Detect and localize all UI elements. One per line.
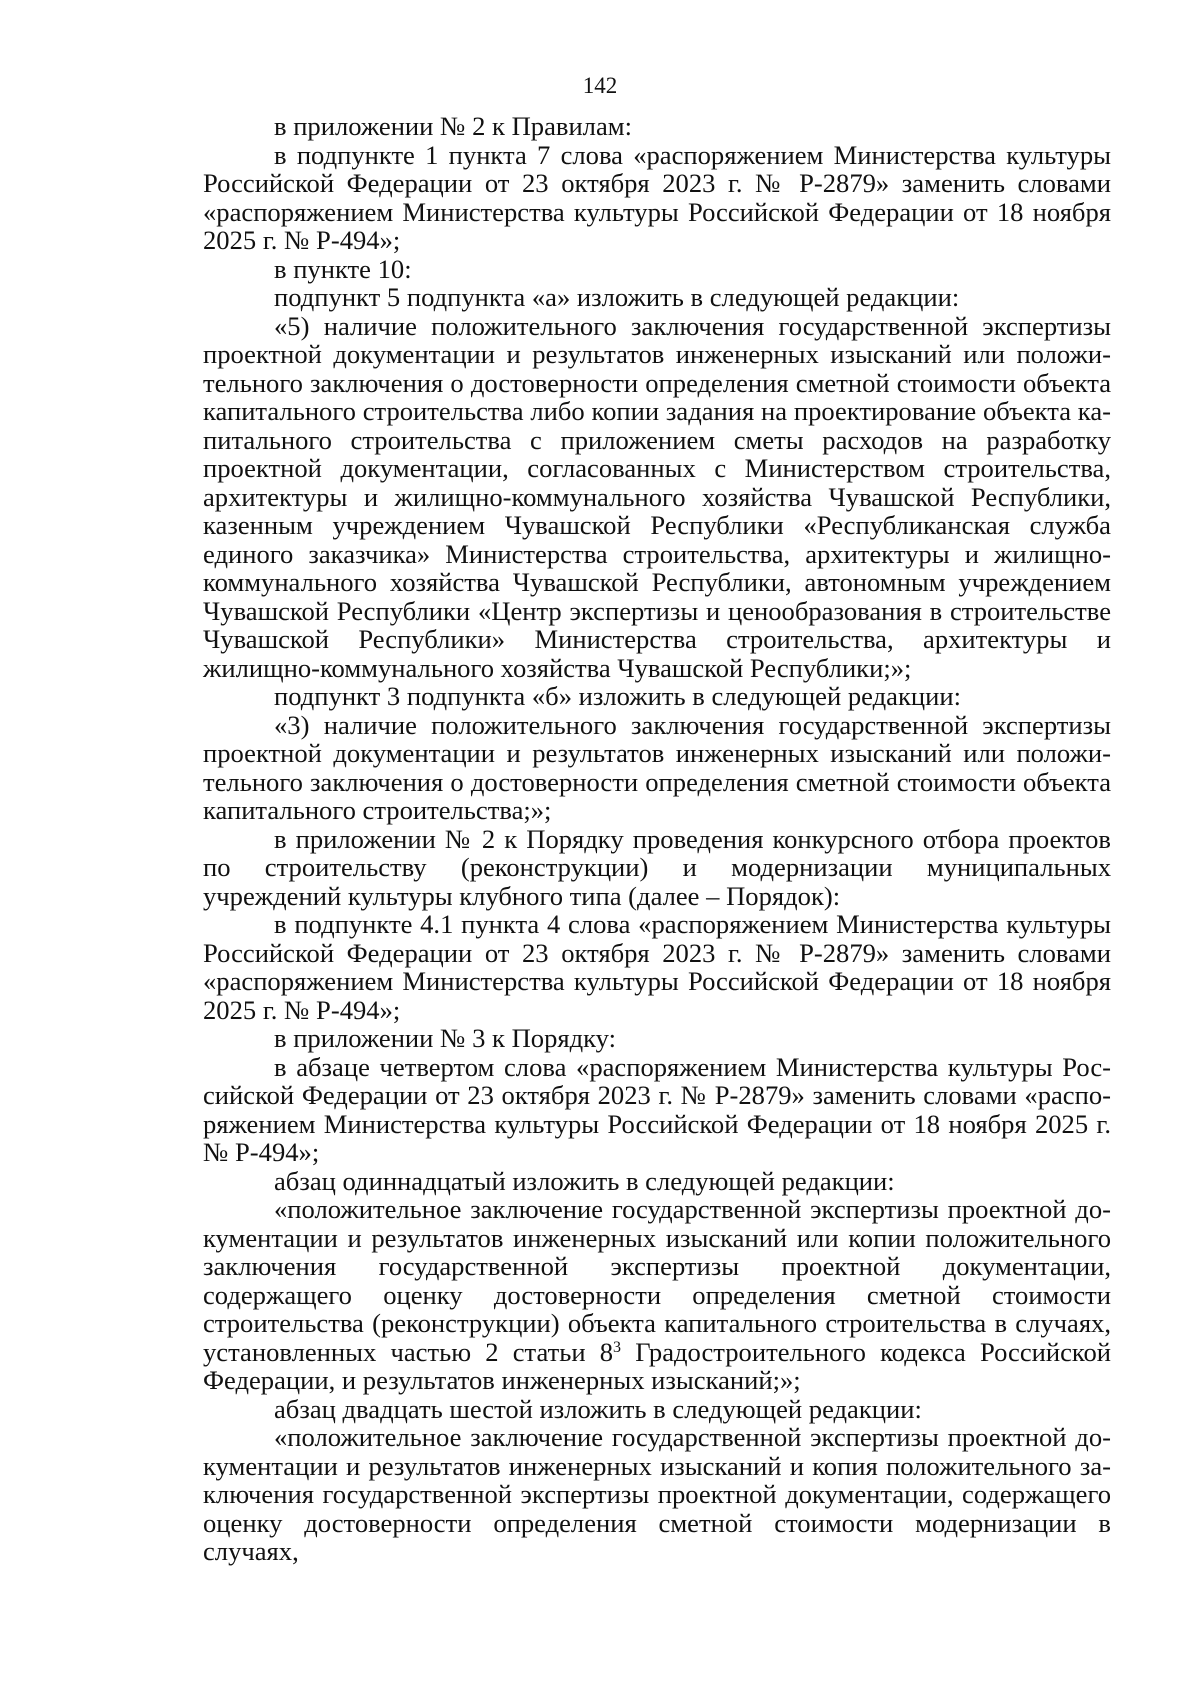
- paragraph: абзац двадцать шестой изложить в следующей редакции:: [274, 1393, 922, 1424]
- paragraph: «5) наличие положительного заключения государственной экспертизы проектной документации и результатов инженерных изысканий или положительного заключения о достоверности определения сметной стоимости объекта капитального строительства либо копии задания на проектирование объекта капитального строительства с приложением сметы расходов на разработку проектной документации, согласованных с Министерством строительства, архитектуры и жилищно-коммунального хозяйства Чувашской Республики, казенным учреждением Чувашской Республики «Республиканская служба единого заказчика» Министерства строительства, архитектуры и жилищно-коммунального хозяйства Чувашской Республики, автономным учреждением Чувашской Республики «Центр экспертизы и ценообразования в строительстве Чувашской Республики» Министерства строительства, архитектуры и жилищно-коммунального хозяйства Чувашской Республики;»;: [203, 310, 1111, 683]
- page-number: 142: [582, 73, 618, 98]
- paragraph-text-part: «положительное заключение государственной экспертизы проектной документации и результатов инженерных изысканий или копии положительного заключения государственной экспертизы проектной документации, содержащего оценку достоверности определения сметной стоимости строительства (реконструкции) объекта капитального строительства в случаях, установленных частью 2 статьи 8: [203, 1194, 1111, 1367]
- paragraph: «положительное заключение государственной экспертизы проектной документации и результатов инженерных изысканий и копия положительного заключения государственной экспертизы проектной документации, содержащего оценку достоверности определения сметной стоимости модернизации в случаях,: [203, 1422, 1111, 1566]
- paragraph-with-superscript: [203, 1195, 1111, 1395]
- paragraph: «3) наличие положительного заключения государственной экспертизы проектной документации и результатов инженерных изысканий или положительного заключения о достоверности определения сметной стоимости объекта капитального строительства;»;: [203, 709, 1111, 825]
- superscript: 3: [613, 1338, 622, 1356]
- paragraph: в абзаце четвертом слова «распоряжением Министерства культуры Российской Федерации от 23 октября 2023 г. № Р-2879» заменить словами «распоряжением Министерства культуры Российской Федерации от 18 ноября 2025 г. № Р-494»;: [203, 1051, 1111, 1167]
- paragraph: в приложении № 3 к Порядку:: [274, 1023, 617, 1053]
- paragraph-text-part: Градостроительного кодекса Российской Федерации, и результатов инженерных изысканий;»;: [203, 1336, 1112, 1395]
- paragraph: в пункте 10:: [274, 253, 412, 284]
- paragraph: абзац одиннадцатый изложить в следующей редакции:: [274, 1165, 895, 1196]
- paragraph: в подпункте 4.1 пункта 4 слова «распоряжением Министерства культуры Российской Федерации от 23 октября 2023 г. № Р-2879» заменить словами «распоряжением Министерства культуры Российской Федерации от 18 ноября 2025 г. № Р-494»;: [203, 909, 1111, 1025]
- paragraph: в подпункте 1 пункта 7 слова «распоряжением Министерства культуры Российской Федерации от 23 октября 2023 г. № Р-2879» заменить словами «распоряжением Министерства культуры Российской Федерации от 18 ноября 2025 г. № Р-494»;: [203, 139, 1111, 255]
- paragraph: подпункт 5 подпункта «а» изложить в следующей редакции:: [274, 282, 960, 312]
- paragraph: подпункт 3 подпункта «б» изложить в следующей редакции:: [274, 681, 961, 711]
- document-body: [203, 112, 1111, 1566]
- paragraph: в приложении № 2 к Правилам:: [274, 111, 632, 141]
- paragraph: в приложении № 2 к Порядку проведения конкурсного отбора проектов по строительству (реконструкции) и модернизации муниципальных учреждений культуры клубного типа (далее – Порядок):: [203, 823, 1111, 911]
